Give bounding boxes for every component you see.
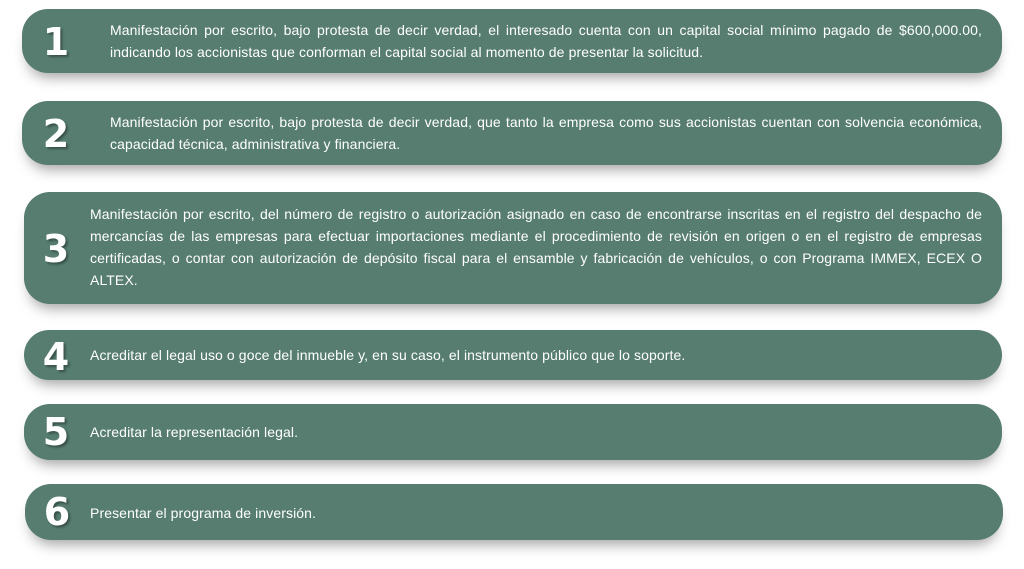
requirement-text: Manifestación por escrito, bajo protesta de decir verdad, el interesado cuenta con un capital social mínimo pagado de $600,000.00, indicando los accionistas que conforman el capital social al momento de presentar la solicitud. [110, 22, 982, 60]
requirement-text: Manifestación por escrito, del número de registro o autorización asignado en caso de encontrarse inscritas en el registro del despacho de mercancías de las empresas para efectuar importaciones mediante el procedimiento de revisión en origen o en el registro de empresas certificadas, o contar con autorización de depósito fiscal para el ensamble y fabricación de vehículos, o con Programa IMMEX, ECEX O ALTEX. [90, 206, 982, 288]
requirement-text: Acreditar la representación legal. [90, 424, 299, 440]
requirement-number: 6 [43, 490, 71, 534]
requirement-text: Acreditar el legal uso o goce del inmueble y, en su caso, el instrumento público que lo soporte. [90, 347, 686, 363]
requirement-text: Manifestación por escrito, bajo protesta de decir verdad, que tanto la empresa como sus accionistas cuentan con solvencia económica, capacidad técnica, administrativa y financiera. [110, 114, 982, 152]
requirement-card-3 [24, 192, 1002, 304]
requirement-card-1 [22, 9, 1002, 73]
requirement-number: 3 [42, 227, 70, 271]
requirement-number: 1 [42, 20, 70, 64]
requirement-number: 4 [42, 335, 70, 379]
requirement-text: Presentar el programa de inversión. [90, 505, 317, 521]
requirement-number: 5 [42, 410, 70, 454]
requirement-card-4 [24, 330, 1002, 380]
requirement-card-6 [25, 484, 1003, 540]
requirement-number: 2 [42, 112, 70, 156]
requirement-card-5 [24, 404, 1002, 460]
requirement-card-2 [22, 101, 1002, 165]
